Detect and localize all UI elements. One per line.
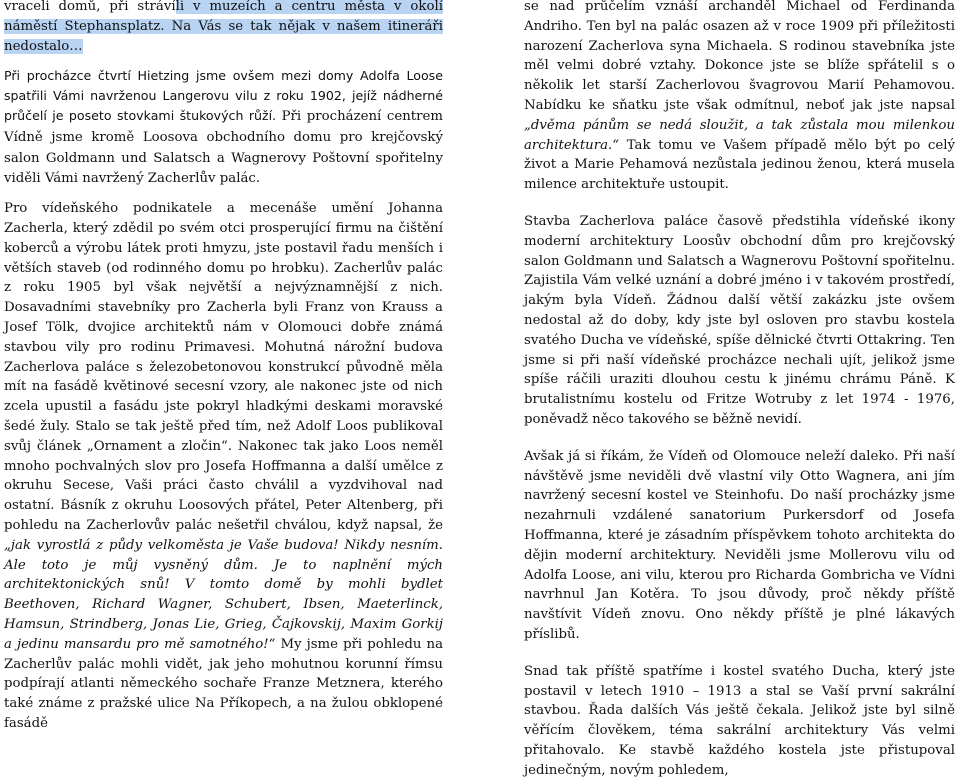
paragraph-text: My jsme při pohledu na Zacherlův palác mohli vidět, jak jeho mohutnou korunní římsu podpírají atlanti německého sochaře Franze Metznera, kterého také známe z pražské ulice Na Příkopech, a na žulou obklopené fasádě: [4, 636, 444, 731]
paragraph-text: Při procházení centrem Vídně jsme kromě Loosova obchodního domu pro krejčovský salon Goldmann und Salatsch a Wagnerovy Poštovní spořitelny viděli Vámi navržený Zacherlův palác.: [4, 108, 443, 187]
paragraph: [4, 66, 443, 189]
paragraph: Stavba Zacherlova paláce časově předstihla vídeňské ikony moderní architektury Loosův obchodní dům pro krejčovský salon Goldmann und Salatsch a Wagnerovu Poštovní spořitelnu. Zajistila Vám velké uznání a dobré jméno i v takovém prostředí, jakým byla Vídeň. Žádnou další větší zakázku jste ovšem nedostal až do doby, kdy jste byl osloven pro stavbu kostela svatého Ducha ve vídeňské, spíše dělnické čtvrti Ottakring. Ten jsme si při naší vídeňské procházce nechali ujít, jelikož jsme spíše ráčili uraziti dlouhou cestu k jinému chrámu Páně. K brutalistnímu kostelu od Fritze Wotruby z let 1974 - 1976, poněvadž něco takového se běžně nevidí.: [524, 213, 955, 427]
paragraph-text: vraceli domů, při stráví: [4, 0, 176, 14]
selected-text[interactable]: li v muzeích a centru města v okolí náměstí Stephansplatz. Na Vás se tak nějak v našem itineráři nedostalo…: [4, 0, 443, 54]
left-column: [4, 0, 443, 734]
paragraph: Avšak já si říkám, že Vídeň od Olomouce neleží daleko. Při naší návštěvě jsme neviděli dvě vlastní vily Otto Wagnera, ani jím navržený secesní kostel ve Steinhofu. Do naší procházky jsme nezahrnuli vzdálené sanatorium Purkersdorf od Josefa Hoffmanna, které je zásadním příspěvkem tohoto architekta do dějin moderní architektury. Neviděli jsme Mollerovu vilu od Adolfa Loose, ani vilu, kterou pro Richarda Gombricha ve Vídni navrhnul Jan Kotěra. To jsou důvody, proč někdy příště navštívit Vídeň znovu. Ono někdy příště je plné lákavých příslibů.: [524, 448, 955, 642]
paragraph-text: Při procházce čtvrtí Hietzing jsme ovšem mezi domy Adolfa Loose spatřili Vámi navrženou Langerovu vilu z roku 1902, jejíž nádherné průčelí je poseto stovkami štukových růží.: [4, 68, 443, 123]
paragraph-text: Pro vídeňského podnikatele a mecenáše umění Johanna Zacherla, který zdědil po svém otci prosperující firmu na čištění koberců a výrobu látek proti hmyzu, jste postavil řadu menších i větších staveb (od rodinného domu po hrobku). Zacherlův palác z roku 1905 byl však největší a nejvýznamnější z nich. Dosavadními stavebníky pro Zacherla byli Franz von Krauss a Josef Tölk, dvojice architektů nám v Olomouci dobře známá stavbou vily pro rodinu Primavesi. Mohutná nárožní budova Zacherlova paláce s železobetonovou konstrukcí původně měla mít na fasádě květinové secesní vzory, ale nakonec jste od nich zcela upustil a fasádu jste pokryl hladkými deskami moravské šedé žuly. Stalo se tak ještě před tím, než Adolf Loos publikoval svůj článek „Ornament a zločin“. Nakonec tak jako Loos neměl mnoho pochvalných slov pro Josefa Hoffmanna a další umělce z okruhu Secese, Vaši práci často chválil a vyzdvihoval nad ostatní. Básník z okruhu Loosových přátel, Peter Altenberg, při pohledu na Zacherlovův palác nešetřil chválou, když napsal, že: [4, 201, 443, 533]
quote-text: „jak vyrostlá z půdy velkoměsta je Vaše budova! Nikdy nesním. Ale toto je můj vysněný dům. Je to naplnění mých architektonických snů! V tomto domě by mohli bydlet Beethoven, Richard Wagner, Schubert, Ibsen, Maeterlinck, Hamsun, Strindberg, Jonas Lie, Grieg, Čajkovskij, Maxim Gorkij a jedinu mansardu pro mě samotného!“: [4, 537, 443, 652]
paragraph-text: Tak tomu ve Vašem případě mělo být po celý život a Marie Pehamová nezůstala jedinou ženou, která musela milence architektuře ustoupit.: [524, 137, 955, 193]
right-column: [524, 0, 955, 780]
paragraph-text: se nad průčelím vznáší archanděl Michael od Ferdinanda Andriho. Ten byl na palác osazen až v roce 1909 při příležitosti narození Zacherlova syna Michaela. S rodinou stavebníka jste měl velmi dobré vztahy. Dokonce jste se blíže spřátelil s o několik let starší Zacherlovou švagrovou Marií Pehamovou. Nabídku ke sňatku jste však odmítnul, neboť jak jste napsal: [524, 0, 955, 113]
paragraph: [4, 199, 443, 734]
paragraph: Snad tak příště spatříme i kostel svatého Ducha, který jste postavil v letech 1910 – 1913 a stal se Vaší první sakrální stavbou. Řada dalších Vás ještě čekala. Jelikož jste byl silně věřícím člověkem, téma sakrální architektury Vás velmi přitahovalo. Ke stavbě každého kostela jste přistupoval jedinečným, novým pohledem,: [524, 663, 955, 778]
paragraph: [524, 0, 955, 195]
quote-text: „dvěma pánům se nedá sloužit, a tak zůstala mou milenkou architektura.“: [524, 117, 955, 153]
paragraph: [4, 0, 443, 56]
